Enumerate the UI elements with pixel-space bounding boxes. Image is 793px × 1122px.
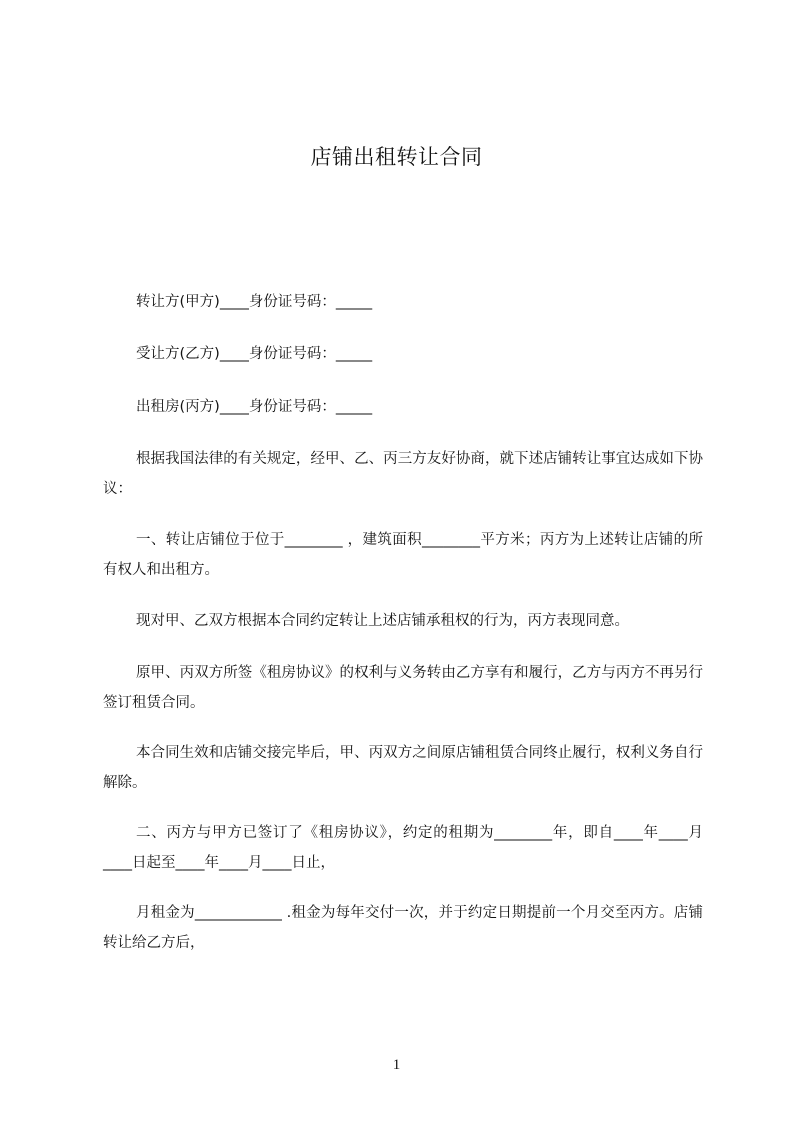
party-lessor-line: 出租房(丙方)____身份证号码：_____: [136, 399, 373, 415]
rent-paragraph: 月租金为____________ .租金为每年交付一次，并于约定日期提前一个月交至丙方。店铺转让给乙方后，: [103, 905, 703, 951]
preamble-paragraph: 根据我国法律的有关规定，经甲、乙、丙三方友好协商，就下述店铺转让事宜达成如下协议：: [103, 451, 703, 497]
original-agreement-paragraph: 原甲、丙双方所签《租房协议》的权利与义务转由乙方享有和履行，乙方与丙方不再另行签订租赁合同。: [103, 665, 703, 711]
page-number: 1: [392, 1057, 401, 1073]
party-transferor-line: 转让方(甲方)____身份证号码：_____: [136, 294, 373, 310]
party-transferee-line: 受让方(乙方)____身份证号码：_____: [136, 346, 373, 362]
termination-paragraph: 本合同生效和店铺交接完毕后，甲、丙双方之间原店铺租赁合同终止履行，权利义务自行解除。: [103, 745, 703, 791]
consent-paragraph: 现对甲、乙双方根据本合同约定转让上述店铺承租权的行为，丙方表现同意。: [136, 613, 629, 629]
clause-2-paragraph: 二、丙方与甲方已签订了《租房协议》，约定的租期为________年，即自____年____月____日起至____年____月____日止，: [103, 825, 703, 871]
clause-1-paragraph: 一、转让店铺位于位于________ ，建筑面积________平方米；丙方为上述转让店铺的所有权人和出租方。: [103, 532, 703, 578]
document-title: 店铺出租转让合同: [310, 145, 483, 169]
